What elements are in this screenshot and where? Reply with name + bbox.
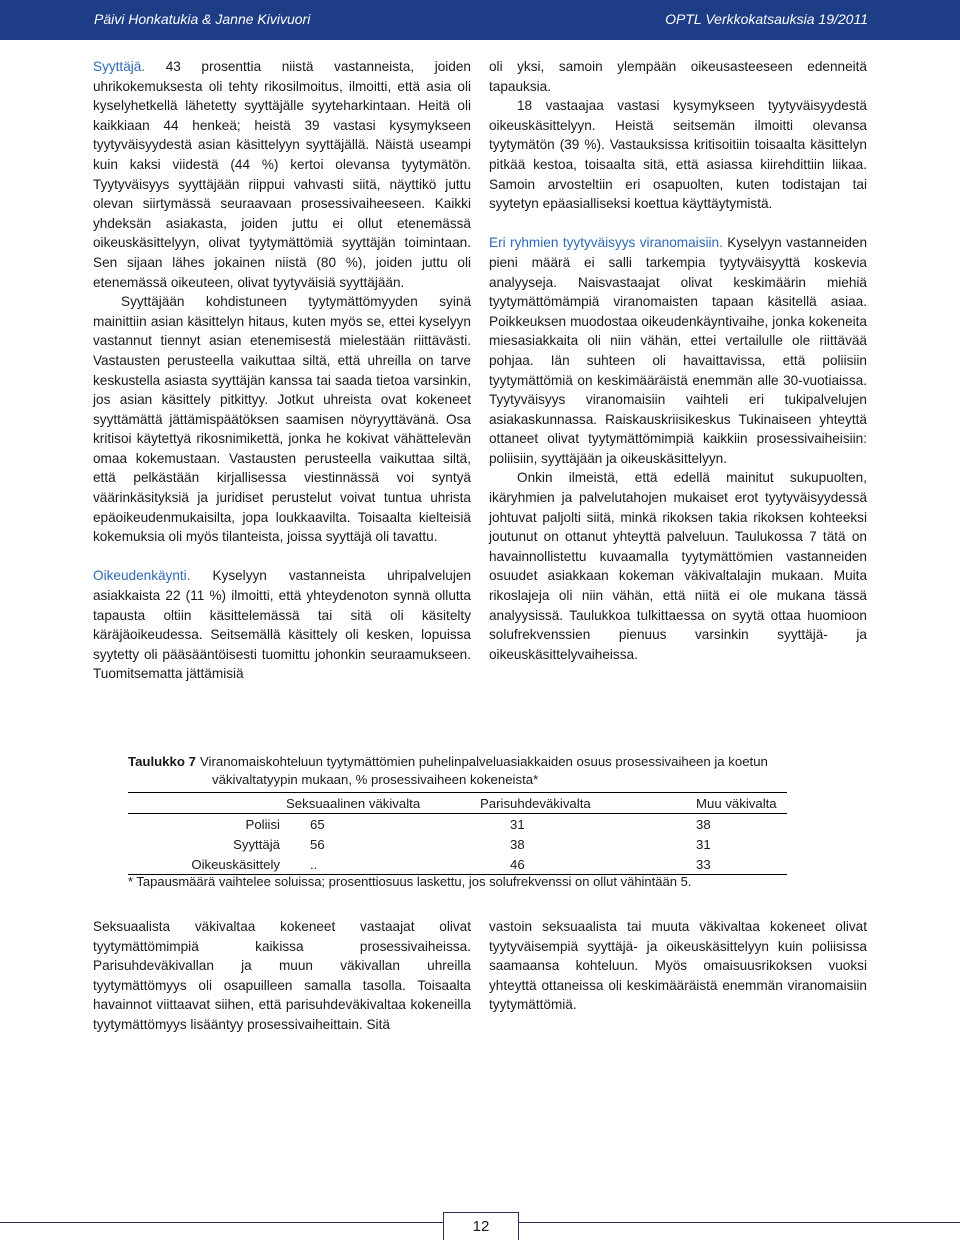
paragraph-groups [489, 233, 867, 468]
row-label: Oikeuskäsittely [128, 854, 286, 875]
row-label: Poliisi [245, 816, 280, 832]
table-footnote: * Tapausmäärä vaihtelee soluissa; prosenttiosuus laskettu, jos solufrekvenssi on ollut vähintään 5. [128, 874, 692, 889]
table-cell: .. [286, 854, 480, 875]
paragraph-text: Kyselyyn vastanneista uhripalvelujen asiakkaista 22 (11 %) ilmoitti, että yhteydenoton synnä ollutta tapausta oltiin käsittelemässä tai sitä oli käsitelty käräjäoikeudessa. Seitsemällä käsittely oli kesken, lopuissa syytetty oli pääsääntöisesti tuomittu johonkin seuraamukseen. Tuomitsematta jättämisiä [93, 568, 471, 682]
paragraph-differences: Onkin ilmeistä, että edellä mainitut sukupuolten, ikäryhmien ja palvelutahojen mukaiset erot tyytyväisyydessä johtuvat paljolti siitä, minkä rikoksen takia rikoksen kohteeksi joutunut on ottanut yhteyttä palveluun. Taulukossa 7 tätä on havainnollistettu kuvaamalla tyytymättömien vastanneiden osuudet asiakkaan kokeman väkivaltalajin mukaan. Muita rikoslajeja oli niin vähän, että niitä ei ole mukana tässä analyysissä. Taulukkoa tulkittaessa on syytä ottaa huomioon solufrekvenssien pienuus varsinkin syyttäjä- ja oikeuskäsittelyvaiheissa. [489, 470, 867, 662]
paragraph-continuation: oli yksi, samoin ylempään oikeusasteeseen edenneitä tapauksia. [489, 59, 867, 94]
page-number: 12 [443, 1212, 519, 1240]
table-cell: 33 [660, 854, 787, 875]
table-cell: 56 [310, 836, 325, 852]
table-header-cell [128, 793, 286, 814]
table-caption-line2: väkivaltatyypin mukaan, % prosessivaiheen kokeneista* [212, 772, 539, 787]
table-header-row [128, 793, 787, 814]
paragraph-oikeudenkaynti [93, 566, 471, 684]
paragraph-syyttaja-reasons: Syyttäjään kohdistuneen tyytymättömyyden syinä mainittiin asian käsittelyn hitaus, kuten myös se, ettei kyselyyn vastannut tiennyt asian etenemisestä mielestään riittävästi. Vastausten perusteella vaikuttaa siltä, että uhreilla on tarve keskustella asiasta syyttäjän kanssa tai saada tietoa varsinkin, jos asian käsittely pitkittyy. Jotkut uhreista ovat kokeneet syyttämättä jättämispäätöksen saamisen nöyryyttävänä. Osa kritisoi käytettyä rikosnimikettä, jonka he kokivat vähättelevän omaa kokemustaan. Vastausten perusteella vaikuttaa siltä, että pelkästään kirjallisessa viestinnässä voi syntyä väärinkäsityksiä ja juridiset perustelut voivat tuntua uhrista epäoikeudenmukaisilta, jopa loukkaavilta. Toisaalta kielteisiä kokemuksia oli myös tilanteista, joissa syyttäjä oli tavattu. [93, 294, 471, 545]
header-publication: OPTL Verkkokatsauksia 19/2011 [665, 11, 868, 27]
table-cell: 46 [480, 854, 660, 875]
heading-oikeudenkaynti: Oikeudenkäynti. [93, 568, 191, 584]
row-label: Syyttäjä [233, 836, 280, 852]
table-header-cell: Muu väkivalta [660, 793, 787, 814]
paragraph-sexual-violence: Seksuaalista väkivaltaa kokeneet vastaajat olivat tyytymättömimpiä kaikissa prosessivaiheissa. Parisuhdeväkivallan ja muun väkivallan uhreilla tyytymättömyys oli osapuilleen samalla tasolla. Toisaalta havainnot viittaavat siihen, että parisuhdeväkivaltaa kokeneilla tyytymättömyys lisääntyy prosessivaiheittain. Sitä [93, 919, 471, 1032]
table-label: Taulukko 7 [128, 754, 196, 769]
column-left-bottom [93, 917, 471, 1035]
paragraph-syyttaja [93, 57, 471, 292]
header-authors: Päivi Honkatukia & Janne Kivivuori [94, 11, 311, 27]
table-caption-line1: Viranomaiskohteluun tyytymättömien puhelinpalveluasiakkaiden osuus prosessivaiheen ja koetun [200, 754, 768, 769]
table-row [128, 814, 787, 835]
page-header [0, 0, 960, 40]
heading-groups: Eri ryhmien tyytyväisyys viranomaisiin. [489, 235, 723, 251]
table-row [128, 834, 787, 854]
column-left-top [93, 57, 471, 684]
table-cell: 38 [510, 836, 525, 852]
column-right-top [489, 57, 867, 664]
table-cell: 65 [310, 816, 325, 832]
table-header-cell: Seksuaalinen väkivalta [286, 793, 480, 814]
heading-syyttaja: Syyttäjä. [93, 59, 146, 74]
table-cell: 31 [696, 836, 711, 852]
table-cell: 38 [696, 816, 711, 832]
paragraph-property-crime: vastoin seksuaalista tai muuta väkivaltaa kokeneet olivat tyytyväisempiä syyttäjä- ja oikeuskäsittelyyn kuin poliisissa saamaansa kohteluun. Myös omaisuusrikoksen vuoksi yhteyttä ottaneissa oli keskimääräistä enemmän viranomaisiin tyytymättömiä. [489, 919, 867, 1013]
data-table [128, 792, 787, 875]
paragraph-text: Kyselyyn vastanneiden pieni määrä ei salli tarkempia tyytyväisyyttä koskevia analyyseja. Naisvastaajat olivat keskimäärin miehiä tyytymättömämpiä viranomaisten tapaan käsitellä asiaa. Poikkeuksen muodostaa oikeudenkäyntivaihe, jonka kokeneita miesasiakkaita oli niin vähän, ettei vertailulle ole riittävää pohjaa. Iän suhteen oli havaittavissa, että poliisiin tyytymättömiä on keskimääräistä enemmän alle 30-vuotiaissa. Tyytyväisyys viranomaisiin vaihteli eri tukipalvelujen asiakaskunnassa. Raiskauskriisikeskus Tukinaiseen yhteyttä ottaneet olivat tyytymättömimpiä kaikkiin prosessivaiheisiin: poliisiin, syyttäjään ja oikeuskäsittelyyn. [489, 235, 868, 466]
paragraph-court-satisfaction: 18 vastaajaa vastasi kysymykseen tyytyväisyydestä oikeuskäsittelyyn. Heistä seitsemän ilmoitti olevansa tyytymätön (39 %). Vastauksissa kritisoitiin toisaalta käsittelyn pitkää kestoa, toisaalta sitä, että asiassa kiirehdittiin liikaa. Samoin arvosteltiin eri osapuolten, kuten todistajan tai syytetyn epäasialliseksi koettua käyttäytymistä. [489, 98, 867, 212]
paragraph-text: 43 prosenttia niistä vastanneista, joiden uhrikokemuksesta oli tehty rikosilmoitus, ilmoitti, että asia oli kyselyhetkellä lähetetty syyttäjälle syyteharkintaan. Heitä oli kaikkiaan 44 henkeä; heistä 39 vastasi kysymykseen tyytyväisyydestä asian käsittelyyn syyttäjällä. Näistä useampi kuin kaksi viidestä (44 %) kertoi olevansa tyytymätön. Tyytyväisyys syyttäjään riippui vahvasti siitä, näyttikö juttu olevan siirtymässä seuraavaan prosessivaiheeseen. Kaikki yhdeksän asiakasta, joiden juttu ei ollut etenemässä oikeuskäsittelyyn, olivat tyytymättömiä syyttäjän toimintaan. Sen sijaan lähes jokainen niistä (80 %), joiden juttu oli etenemässä oikeuteen, olivat tyytyväisiä syyttäjään. [93, 59, 471, 290]
table-header-cell: Parisuhdeväkivalta [480, 793, 660, 814]
column-right-bottom [489, 917, 867, 1015]
table-cell: 31 [510, 816, 525, 832]
table-row [128, 854, 787, 875]
